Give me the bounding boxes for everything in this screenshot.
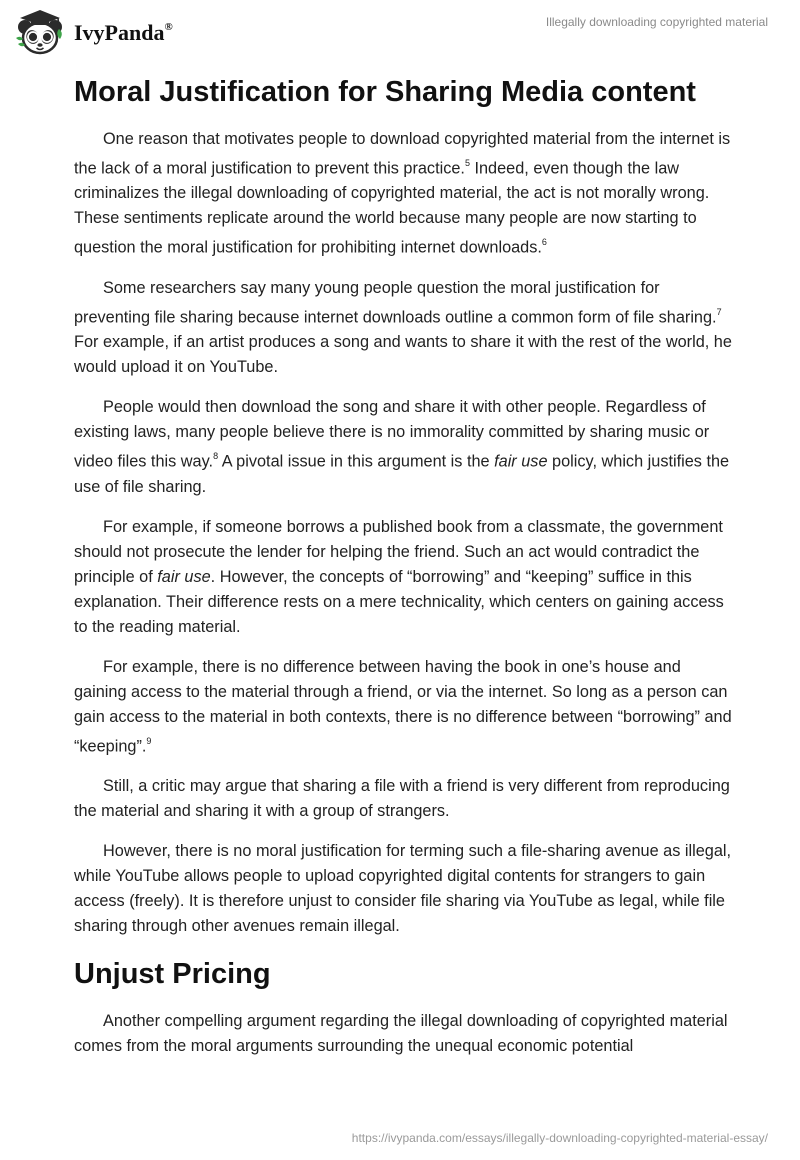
body-paragraph [74, 1009, 734, 1059]
text-run: Another compelling argument regarding the illegal downloading of copyrighted material comes from the moral arguments surrounding the unequal economic potential [74, 1012, 728, 1056]
body-paragraph [74, 127, 734, 261]
text-run: . However, the concepts of “borrowing” and “keeping” suffice in this explanation. Their difference rests on a mere technicality, which centers on gaining access to the reading material. [74, 567, 724, 636]
text-run: For example, if an artist produces a song and wants to share it with the rest of the world, he would upload it on YouTube. [74, 333, 732, 377]
text-run: A pivotal issue in this argument is the [218, 452, 495, 471]
section-heading: Moral Justification for Sharing Media content [74, 76, 696, 108]
document-title: Illegally downloading copyrighted material [545, 15, 768, 29]
text-run: People would then download the song and share it with other people. Regardless of existing laws, many people believe there is no immorality committed by sharing music or video files this way. [74, 398, 710, 471]
text-run: One reason that motivates people to download copyrighted material from the internet is the lack of a moral justification to prevent this practice. [74, 130, 731, 178]
source-url[interactable]: https://ivypanda.com/essays/illegally-downloading-copyrighted-material-essay/ [351, 1131, 768, 1145]
text-run: For example, if someone borrows a published book from a classmate, the government should not prosecute the lender for helping the friend. Such an act would contradict the principle of [74, 517, 723, 586]
text-run: Still, a critic may argue that sharing a file with a friend is very different from reproducing the material and sharing it with a group of strangers. [74, 777, 730, 821]
footnote-ref[interactable]: 7 [716, 306, 722, 317]
brand-logo[interactable] [14, 8, 173, 56]
panda-graduate-icon [14, 8, 66, 56]
brand-name: IvyPanda® [74, 20, 173, 45]
body-paragraph [74, 276, 734, 380]
page-header [0, 0, 800, 60]
footnote-ref[interactable]: 5 [464, 158, 470, 168]
italic-term: fair use [157, 567, 211, 586]
body-paragraph [74, 774, 734, 824]
italic-term: fair use [494, 452, 548, 471]
footnote-ref[interactable]: 9 [146, 735, 152, 746]
body-paragraph [74, 395, 734, 499]
body-paragraph [74, 839, 734, 939]
body-paragraph [74, 655, 734, 759]
essay-body [74, 70, 734, 1074]
section-heading: Unjust Pricing [74, 958, 271, 991]
text-run: Indeed, even though the law criminalizes the illegal downloading of copyrighted material, the act is not morally wrong. These sentiments replicate around the world because many people are now starting to question the moral justification for prohibiting internet downloads. [74, 159, 710, 257]
footnote-ref[interactable]: 6 [541, 237, 547, 248]
registered-mark: ® [164, 20, 173, 33]
text-run: However, there is no moral justification for terming such a file-sharing avenue as illegal, while YouTube allows people to upload copyrighted digital contents for strangers to gain access (freely). It is therefore unjust to consider file sharing via YouTube as legal, while file sharing through other avenues remain illegal. [74, 842, 732, 936]
body-paragraph [74, 515, 734, 640]
text-run: For example, there is no difference between having the book in one’s house and gaining access to the material through a friend, or via the internet. So long as a person can gain access to the material in both contexts, there is no difference between “borrowing” and “keeping”. [74, 657, 732, 756]
text-run: Some researchers say many young people question the moral justification for preventing file sharing because internet downloads outline a common form of file sharing. [74, 278, 717, 327]
text-run: policy, which justifies the use of file sharing. [74, 452, 730, 496]
footnote-ref[interactable]: 8 [213, 451, 219, 462]
